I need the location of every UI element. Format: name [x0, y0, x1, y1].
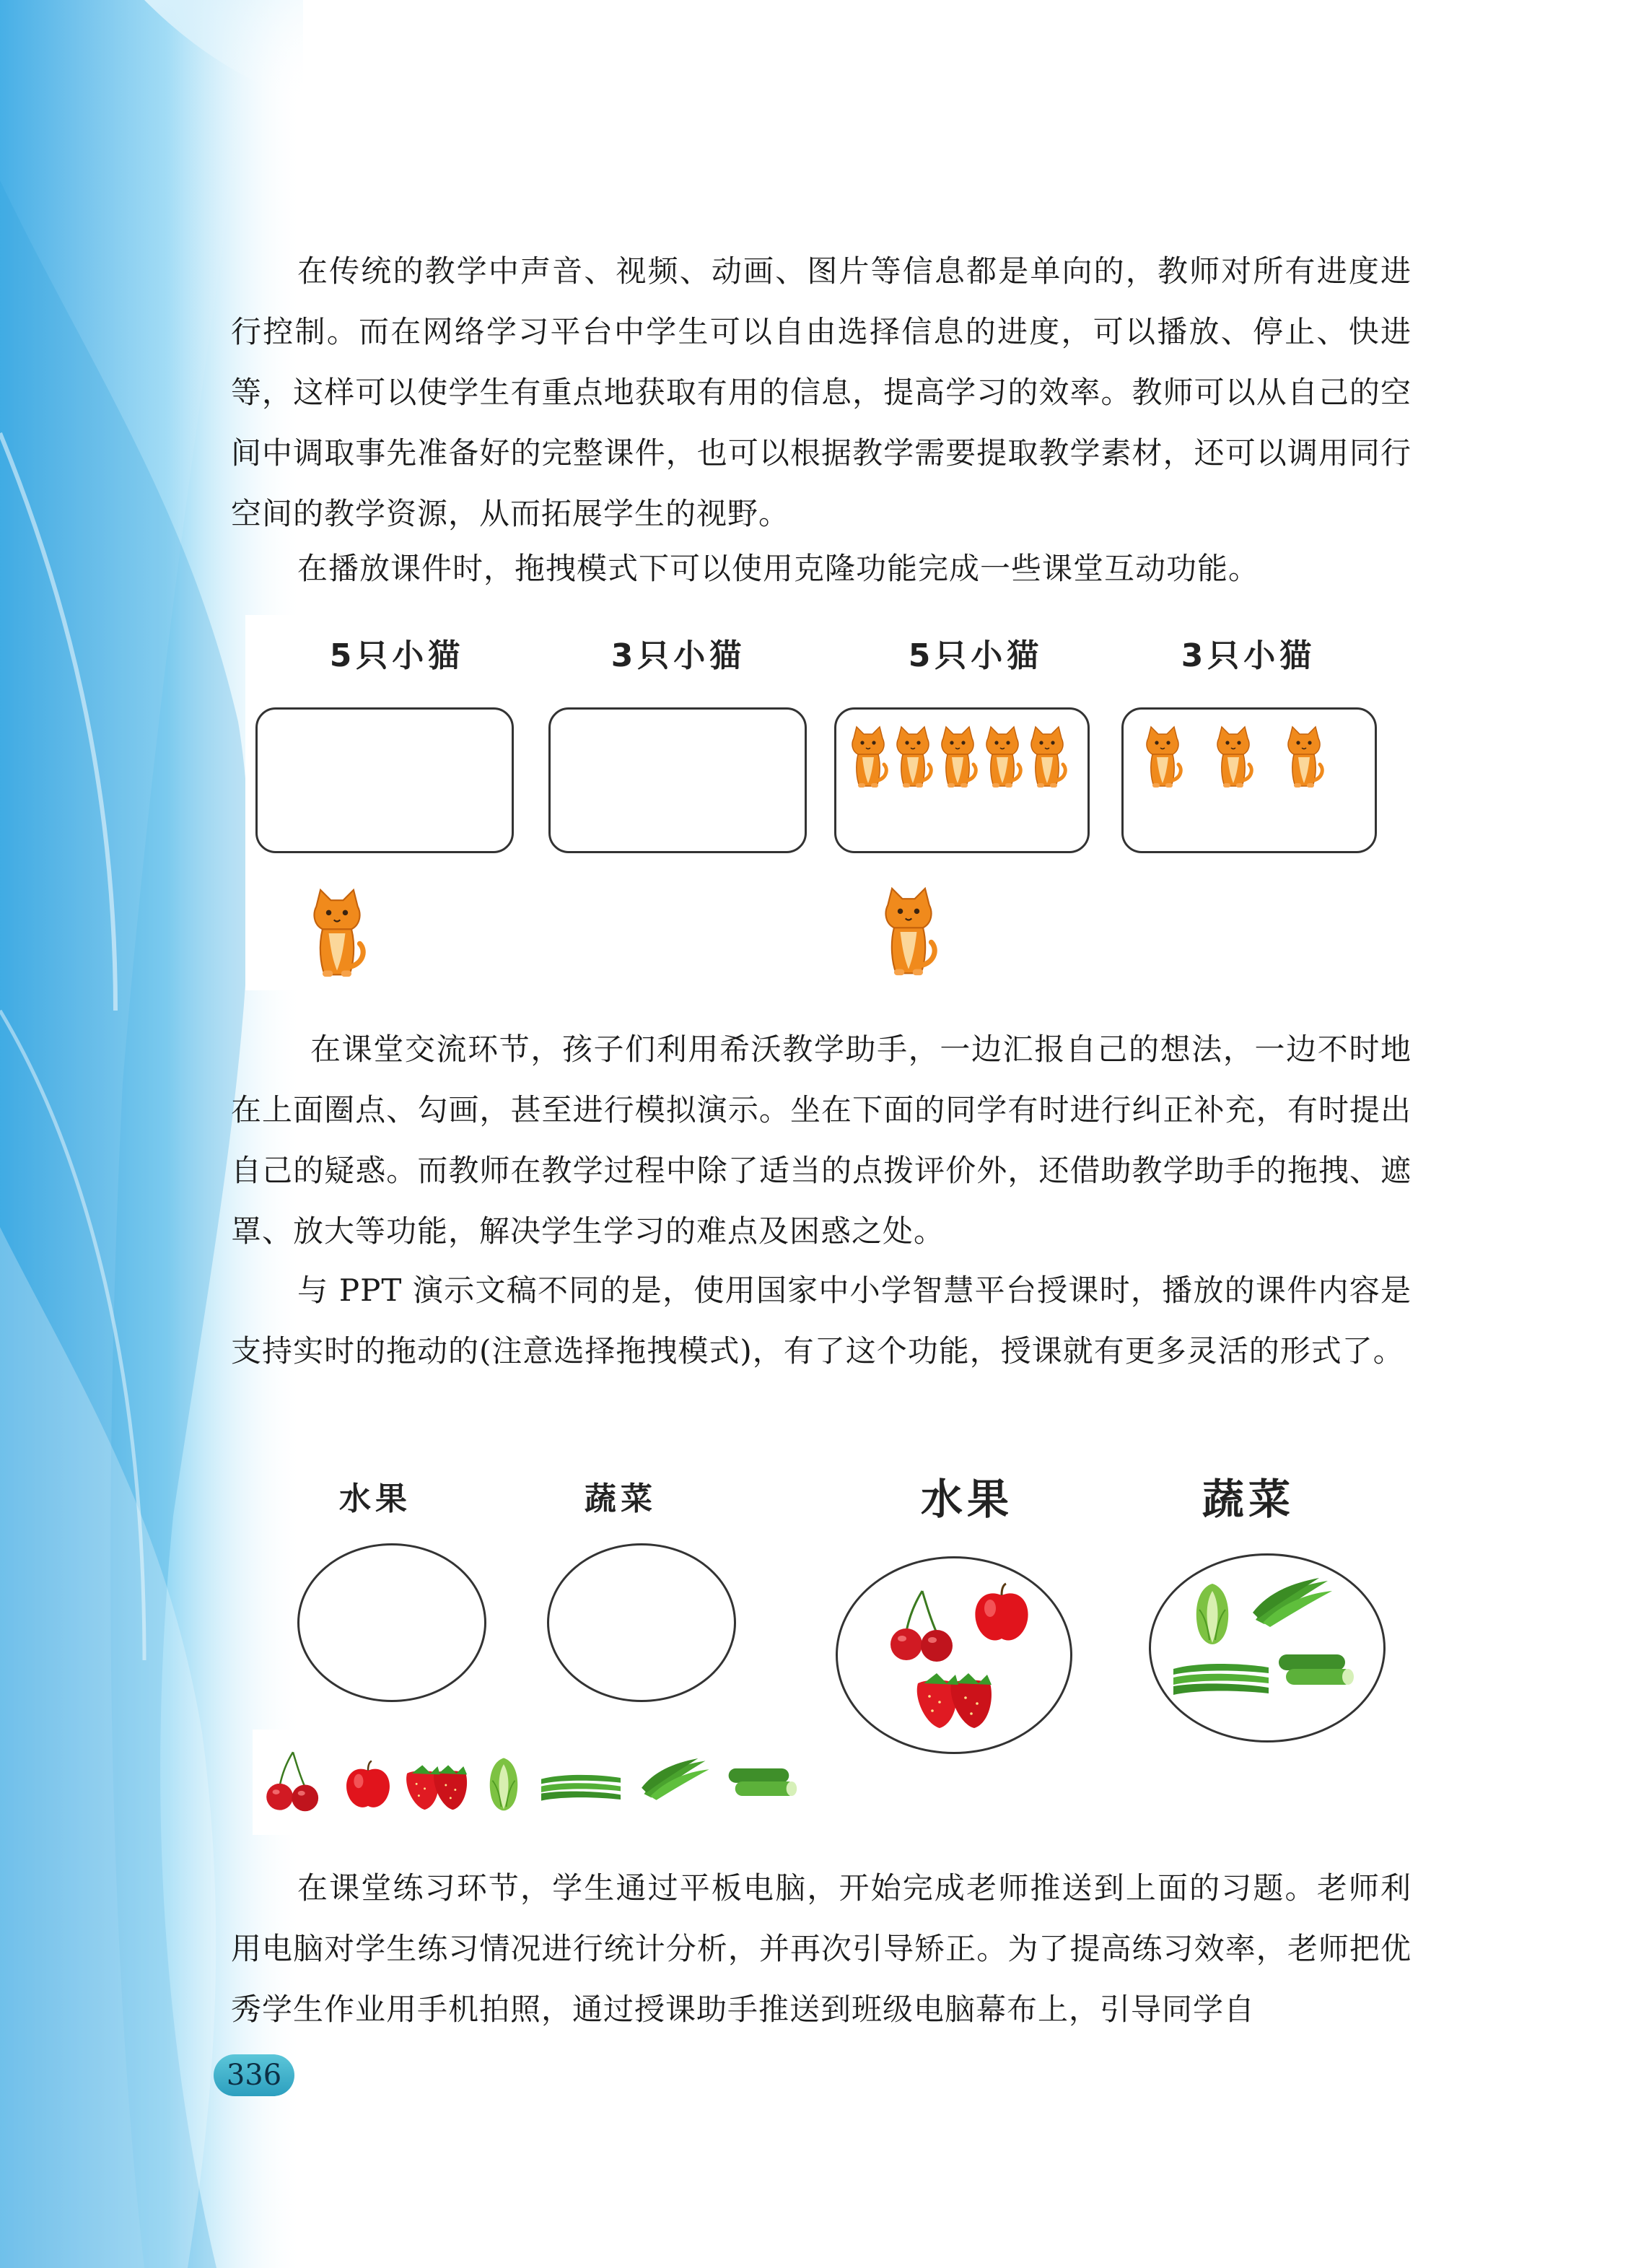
pea-pods-icon[interactable]: [638, 1757, 712, 1800]
cat-icon[interactable]: [846, 725, 890, 789]
cabbage-icon[interactable]: [485, 1755, 522, 1812]
cat-icon[interactable]: [1212, 725, 1255, 789]
cat-icon[interactable]: [936, 725, 979, 789]
cats-label-2: 3只小猫: [610, 637, 746, 674]
fruit-label-1: 水果: [339, 1480, 411, 1517]
strawberry-icon[interactable]: [401, 1755, 471, 1815]
drop-box-2[interactable]: [548, 707, 807, 853]
cat-icon[interactable]: [1141, 725, 1184, 789]
page-number: 336: [214, 2054, 294, 2096]
veg-label-1: 蔬菜: [585, 1480, 657, 1517]
paragraph-1: 在传统的教学中声音、视频、动画、图片等信息都是单向的，教师对所有进度进行控制。而在网络学习平台中学生可以自由选择信息的进度，可以播放、停止、快进等，这样可以使学生有重点地获取有用的信息，提高学习的效率。教师可以从自己的空间中调取事先准备好的完整课件，也可以根据教学需要提取教学素材，还可以调用同行空间的教学资源，从而拓展学生的视野。: [231, 253, 1412, 531]
pea-pods-icon[interactable]: [1248, 1576, 1335, 1627]
paragraph-4: 与 PPT 演示文稿不同的是，使用国家中小学智慧平台授课时，播放的课件内容是支持实时的拖动的(注意选择拖拽模式)，有了这个功能，授课就有更多灵活的形式了。: [231, 1273, 1412, 1369]
figure-fruit-veg: [253, 1458, 1407, 1833]
paragraph-5: 在课堂练习环节，学生通过平板电脑，开始完成老师推送到上面的习题。老师利用电脑对学生练习情况进行统计分析，并再次引导矫正。为了提高练习效率，老师把优秀学生作业用手机拍照，通过授课助手推送到班级电脑幕布上，引导同学自: [231, 1870, 1412, 2027]
paragraph-2: 在播放课件时，拖拽模式下可以使用克隆功能完成一些课堂互动功能。: [297, 551, 1260, 586]
cherry-icon[interactable]: [886, 1588, 958, 1667]
green-beans-icon[interactable]: [1170, 1654, 1272, 1698]
strawberry-icon[interactable]: [911, 1662, 996, 1734]
apple-icon[interactable]: [970, 1582, 1033, 1646]
cats-label-3: 5只小猫: [908, 637, 1043, 674]
cats-label-4: 3只小猫: [1181, 637, 1316, 674]
cat-icon[interactable]: [891, 725, 935, 789]
cat-icon[interactable]: [981, 725, 1024, 789]
cucumber-icon[interactable]: [726, 1761, 798, 1802]
drop-box-1[interactable]: [255, 707, 514, 853]
cherry-icon[interactable]: [263, 1750, 323, 1816]
green-beans-icon[interactable]: [538, 1767, 623, 1803]
drop-box-3[interactable]: [834, 707, 1090, 853]
veg-drop-oval-1[interactable]: [547, 1543, 736, 1702]
paragraph-3: 在课堂交流环节，孩子们利用希沃教学助手，一边汇报自己的想法，一边不时地在上面圈点、勾画，甚至进行模拟演示。坐在下面的同学有时进行纠正补充，有时提出自己的疑惑。而教师在教学过程中除了适当的点拨评价外，还借助教学助手的拖拽、遮罩、放大等功能，解决学生学习的难点及困惑之处。: [231, 1031, 1412, 1249]
fruit-label-2: 水果: [920, 1475, 1013, 1524]
figure-cats: [245, 615, 1400, 990]
cat-icon[interactable]: [878, 886, 940, 977]
veg-label-2: 蔬菜: [1202, 1475, 1295, 1524]
source-items-row: [253, 1730, 801, 1835]
cats-label-1: 5只小猫: [329, 637, 465, 674]
cat-icon[interactable]: [1282, 725, 1326, 789]
cucumber-icon[interactable]: [1276, 1647, 1355, 1691]
cat-icon[interactable]: [1025, 725, 1069, 789]
cat-icon[interactable]: [306, 888, 368, 979]
apple-icon[interactable]: [342, 1760, 394, 1812]
cabbage-icon[interactable]: [1191, 1581, 1234, 1646]
drop-box-4[interactable]: [1121, 707, 1377, 853]
fruit-drop-oval-1[interactable]: [297, 1543, 486, 1702]
